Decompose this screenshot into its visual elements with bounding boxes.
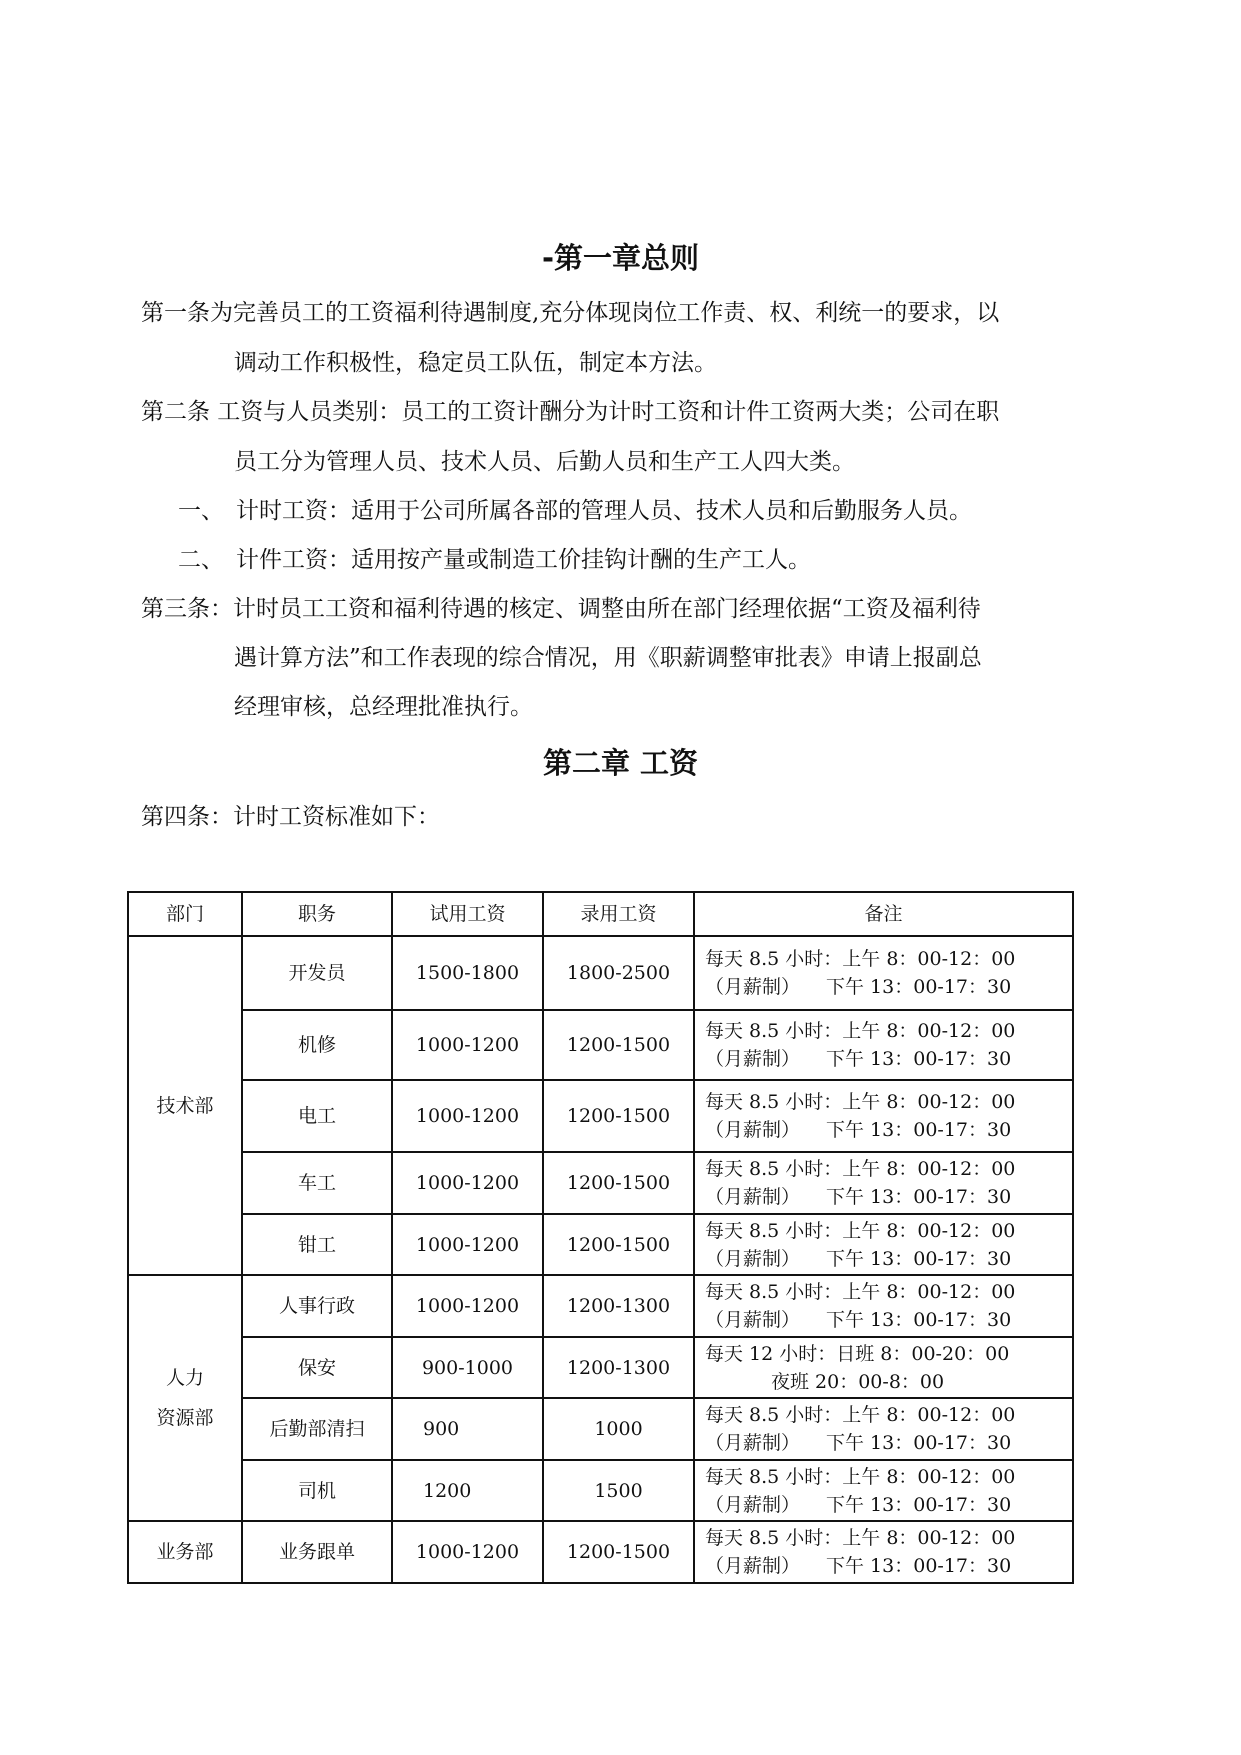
note-afternoon: 下午 13：00-17：30 xyxy=(826,1555,1012,1577)
note-cell xyxy=(694,1010,1073,1080)
note-cell xyxy=(694,1214,1073,1275)
hired-cell: 1500 xyxy=(543,1460,694,1521)
trial-cell: 1000-1200 xyxy=(392,1080,543,1152)
note-line-1: 每天 12 小时：日班 8：00-20：00 xyxy=(705,1342,1010,1365)
job-cell: 开发员 xyxy=(242,936,392,1010)
hired-cell: 1200-1500 xyxy=(543,1010,694,1080)
note-monthly: （月薪制） xyxy=(705,1493,801,1516)
article-2-line-2: 员工分为管理人员、技术人员、后勤人员和生产工人四大类。 xyxy=(234,449,855,475)
trial-cell: 1000-1200 xyxy=(392,1010,543,1080)
note-afternoon: 下午 13：00-17：30 xyxy=(826,1247,1012,1270)
dept-hr-line-2: 资源部 xyxy=(156,1407,214,1429)
job-cell: 机修 xyxy=(242,1010,392,1080)
job-cell: 车工 xyxy=(242,1152,392,1214)
note-line-1: 每天 8.5 小时：上午 8：00-12：00 xyxy=(705,1281,1016,1303)
note-line-2 xyxy=(705,1491,1072,1519)
note-line-1: 每天 8.5 小时：上午 8：00-12：00 xyxy=(705,1527,1016,1549)
note-line-2 xyxy=(705,1183,1072,1211)
job-cell: 业务跟单 xyxy=(242,1521,392,1583)
note-line-2 xyxy=(705,973,1072,1001)
note-cell xyxy=(694,1337,1073,1398)
item-2-text: 计件工资：适用按产量或制造工价挂钩计酬的生产工人。 xyxy=(236,547,811,573)
note-afternoon: 下午 13：00-17：30 xyxy=(826,976,1012,998)
note-cell xyxy=(694,1275,1073,1337)
note-line-2 xyxy=(705,1045,1072,1073)
note-cell xyxy=(694,1460,1073,1521)
header-job: 职务 xyxy=(242,892,392,936)
table-header-row xyxy=(128,892,1073,936)
note-afternoon: 下午 13：00-17：30 xyxy=(826,1048,1012,1070)
note-line-2 xyxy=(705,1306,1072,1334)
note-afternoon: 下午 13：00-17：30 xyxy=(826,1119,1012,1141)
table-row xyxy=(128,1010,1073,1080)
dept-hr-line-1: 人力 xyxy=(165,1367,204,1389)
hired-cell: 1200-1500 xyxy=(543,1214,694,1275)
chapter-2-title: 第二章 工资 xyxy=(542,746,699,780)
note-cell xyxy=(694,1080,1073,1152)
note-cell xyxy=(694,1152,1073,1214)
article-3-line-3: 经理审核，总经理批准执行。 xyxy=(234,694,533,720)
note-line-1: 每天 8.5 小时：上午 8：00-12：00 xyxy=(705,1091,1016,1113)
note-night-shift: 夜班 20：00-8：00 xyxy=(771,1370,945,1393)
table-row xyxy=(128,1398,1073,1460)
article-3-line-2: 遇计算方法”和工作表现的综合情况，用《职薪调整审批表》申请上报副总 xyxy=(234,645,982,671)
note-line-1: 每天 8.5 小时：上午 8：00-12：00 xyxy=(705,1404,1016,1426)
note-line-2 xyxy=(705,1245,1072,1273)
note-monthly: （月薪制） xyxy=(705,1119,801,1141)
article-1-line-2: 调动工作积极性，稳定员工队伍，制定本方法。 xyxy=(234,350,717,376)
dept-cell-business: 业务部 xyxy=(128,1521,242,1583)
item-1-number: 一、 xyxy=(178,498,224,524)
header-dept: 部门 xyxy=(128,892,242,936)
note-monthly: （月薪制） xyxy=(705,976,801,998)
item-1-text: 计时工资：适用于公司所属各部的管理人员、技术人员和后勤服务人员。 xyxy=(236,498,972,524)
note-line-1: 每天 8.5 小时：上午 8：00-12：00 xyxy=(705,1465,1016,1488)
note-monthly: （月薪制） xyxy=(705,1247,801,1270)
note-line-2 xyxy=(705,1116,1072,1144)
job-cell: 后勤部清扫 xyxy=(242,1398,392,1460)
dept-cell-tech: 技术部 xyxy=(128,936,242,1275)
chapter-1-title: -第一章总则 xyxy=(541,241,700,275)
job-cell: 保安 xyxy=(242,1337,392,1398)
table-row xyxy=(128,1275,1073,1337)
item-1 xyxy=(178,494,1116,528)
note-line-2 xyxy=(705,1552,1072,1580)
table-row xyxy=(128,1521,1073,1583)
article-1-line-1: 第一条为完善员工的工资福利待遇制度,充分体现岗位工作责、权、利统一的要求，以 xyxy=(141,300,1000,326)
note-monthly: （月薪制） xyxy=(705,1309,801,1331)
note-afternoon: 下午 13：00-17：30 xyxy=(826,1309,1012,1331)
note-cell xyxy=(694,1521,1073,1583)
job-cell: 电工 xyxy=(242,1080,392,1152)
header-hired-salary: 录用工资 xyxy=(543,892,694,936)
trial-cell: 1000-1200 xyxy=(392,1214,543,1275)
note-monthly: （月薪制） xyxy=(705,1048,801,1070)
hired-cell: 1000 xyxy=(543,1398,694,1460)
table-row xyxy=(128,1080,1073,1152)
header-trial-salary: 试用工资 xyxy=(392,892,543,936)
item-2 xyxy=(178,543,1116,577)
note-monthly: （月薪制） xyxy=(705,1432,801,1454)
article-4: 第四条：计时工资标准如下： xyxy=(141,804,440,830)
trial-cell: 900-1000 xyxy=(392,1337,543,1398)
note-monthly: （月薪制） xyxy=(705,1186,801,1208)
note-cell xyxy=(694,936,1073,1010)
note-line-1: 每天 8.5 小时：上午 8：00-12：00 xyxy=(705,1020,1016,1042)
job-cell: 司机 xyxy=(242,1460,392,1521)
trial-cell: 1000-1200 xyxy=(392,1521,543,1583)
header-note: 备注 xyxy=(694,892,1073,936)
note-line-1: 每天 8.5 小时：上午 8：00-12：00 xyxy=(705,1158,1016,1180)
table-row xyxy=(128,936,1073,1010)
note-afternoon: 下午 13：00-17：30 xyxy=(826,1493,1012,1516)
article-2-line-1: 第二条 工资与人员类别：员工的工资计酬分为计时工资和计件工资两大类；公司在职 xyxy=(141,399,1000,425)
hired-cell: 1200-1500 xyxy=(543,1521,694,1583)
hired-cell: 1800-2500 xyxy=(543,936,694,1010)
note-afternoon: 下午 13：00-17：30 xyxy=(826,1186,1012,1208)
trial-cell: 1500-1800 xyxy=(392,936,543,1010)
item-2-number: 二、 xyxy=(178,547,224,573)
note-monthly: （月薪制） xyxy=(705,1555,801,1577)
article-3-line-1: 第三条：计时员工工资和福利待遇的核定、调整由所在部门经理依据“工资及福利待 xyxy=(141,596,981,622)
trial-cell: 1000-1200 xyxy=(392,1152,543,1214)
hired-cell: 1200-1500 xyxy=(543,1080,694,1152)
dept-cell-hr xyxy=(128,1275,242,1521)
job-cell: 钳工 xyxy=(242,1214,392,1275)
table-row xyxy=(128,1214,1073,1275)
note-cell xyxy=(694,1398,1073,1460)
note-line-2 xyxy=(705,1429,1072,1457)
salary-table xyxy=(127,891,1074,1584)
hired-cell: 1200-1500 xyxy=(543,1152,694,1214)
hired-cell: 1200-1300 xyxy=(543,1275,694,1337)
table-row xyxy=(128,1152,1073,1214)
note-line-1: 每天 8.5 小时：上午 8：00-12：00 xyxy=(705,948,1016,970)
trial-cell: 900 xyxy=(392,1398,543,1460)
table-row xyxy=(128,1460,1073,1521)
table-row xyxy=(128,1337,1073,1398)
note-afternoon: 下午 13：00-17：30 xyxy=(826,1432,1012,1454)
hired-cell: 1200-1300 xyxy=(543,1337,694,1398)
trial-cell: 1200 xyxy=(392,1460,543,1521)
job-cell: 人事行政 xyxy=(242,1275,392,1337)
note-line-1: 每天 8.5 小时：上午 8：00-12：00 xyxy=(705,1219,1016,1242)
trial-cell: 1000-1200 xyxy=(392,1275,543,1337)
